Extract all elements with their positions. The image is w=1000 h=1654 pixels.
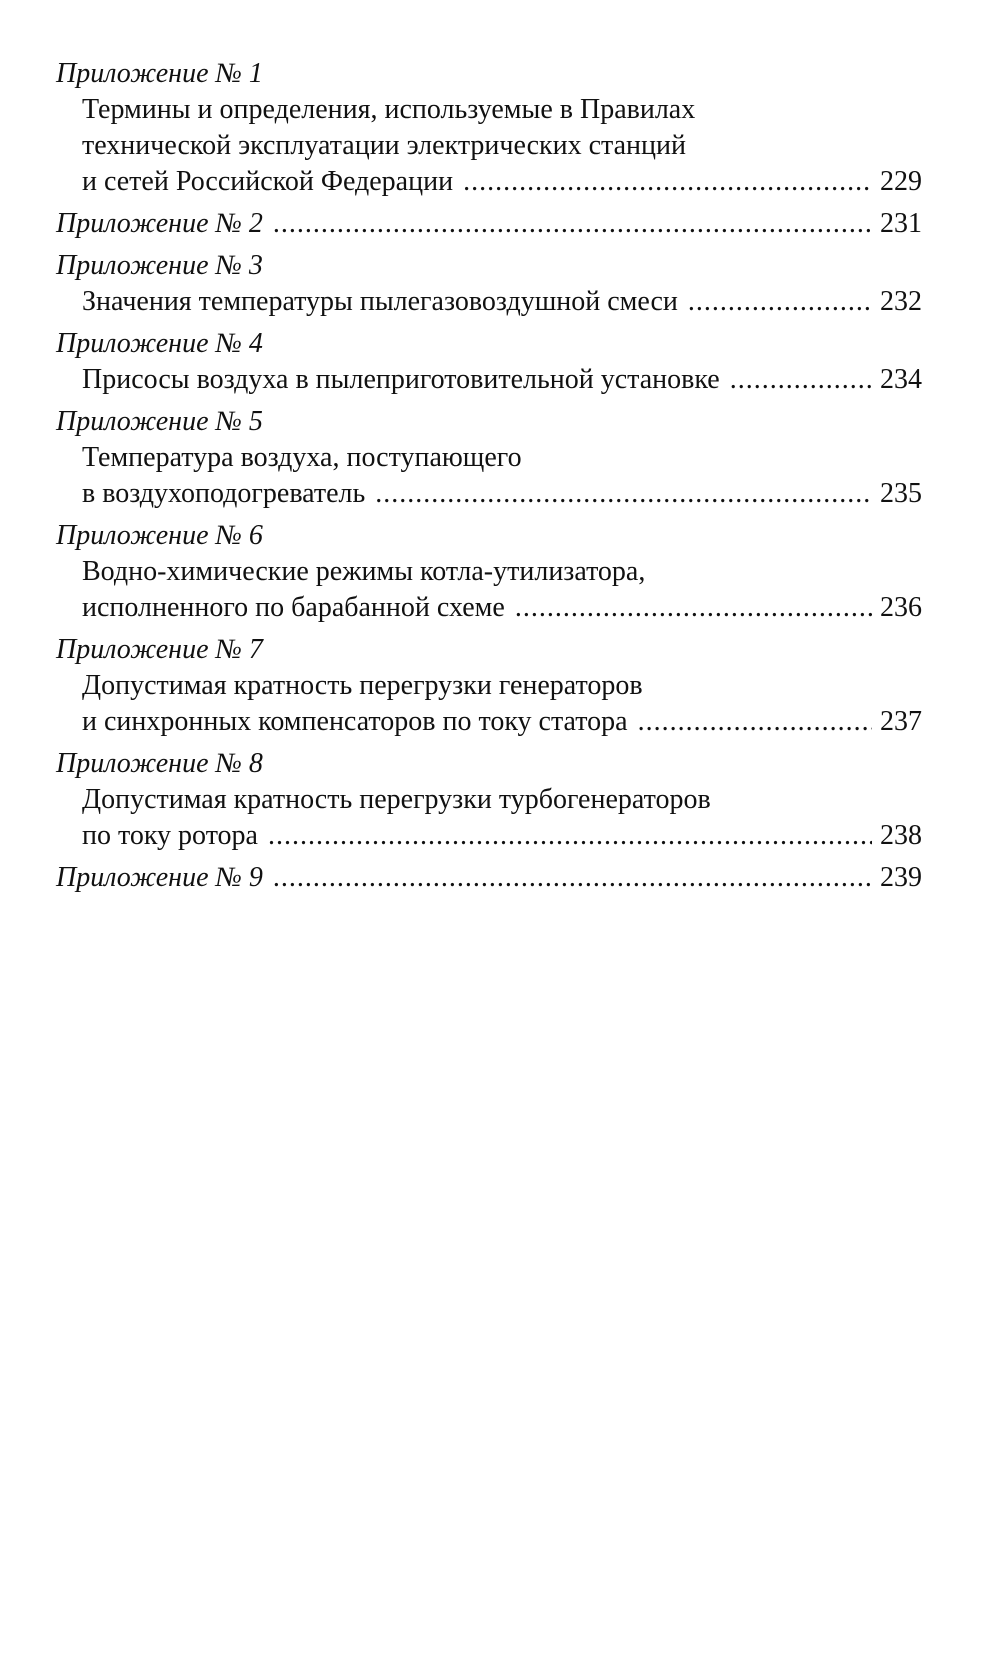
- dot-leader: [273, 860, 872, 896]
- appendix-heading: Приложение № 2: [56, 208, 263, 239]
- description-line: по току ротора: [82, 820, 258, 851]
- appendix-description: [56, 782, 922, 854]
- appendix-description: [56, 668, 922, 740]
- appendix-description: [56, 92, 922, 200]
- appendix-description: [56, 284, 922, 320]
- page-number: 237: [880, 706, 922, 737]
- description-line: технической эксплуатации электрических станций: [82, 130, 686, 161]
- dot-leader: [463, 164, 872, 200]
- toc-entry-appendix-1: [56, 56, 922, 200]
- toc-leader-line: [82, 476, 922, 512]
- toc-leader-line: [82, 590, 922, 626]
- toc-entry-appendix-9: [56, 860, 922, 896]
- description-line: Температура воздуха, поступающего: [82, 442, 522, 473]
- toc-entry-appendix-5: [56, 404, 922, 512]
- appendix-description: [56, 440, 922, 512]
- page-number: 229: [880, 166, 922, 197]
- appendix-heading: Приложение № 8: [56, 748, 263, 779]
- description-line: и синхронных компенсаторов по току статора: [82, 706, 628, 737]
- toc-leader-line: [82, 362, 922, 398]
- dot-leader: [375, 476, 872, 512]
- dot-leader: [730, 362, 872, 398]
- appendix-heading: Приложение № 1: [56, 58, 263, 89]
- page-number: 236: [880, 592, 922, 623]
- toc-entry-appendix-2: [56, 206, 922, 242]
- toc-entry-appendix-4: [56, 326, 922, 398]
- appendix-description: [56, 554, 922, 626]
- dot-leader: [638, 704, 872, 740]
- page-number: 238: [880, 820, 922, 851]
- appendix-heading: Приложение № 9: [56, 862, 263, 893]
- appendix-heading: Приложение № 6: [56, 520, 263, 551]
- dot-leader: [273, 206, 872, 242]
- toc-entry-appendix-7: [56, 632, 922, 740]
- description-line: Допустимая кратность перегрузки турбогенераторов: [82, 784, 711, 815]
- appendix-heading: Приложение № 3: [56, 250, 263, 281]
- table-of-contents: [56, 56, 922, 902]
- appendix-heading: Приложение № 7: [56, 634, 263, 665]
- toc-entry-appendix-3: [56, 248, 922, 320]
- appendix-heading: Приложение № 4: [56, 328, 263, 359]
- page-number: 232: [880, 286, 922, 317]
- page-number: 239: [880, 862, 922, 893]
- toc-leader-line: [82, 164, 922, 200]
- page-number: 231: [880, 208, 922, 239]
- page-number: 234: [880, 364, 922, 395]
- toc-leader-line: [56, 206, 922, 242]
- dot-leader: [688, 284, 872, 320]
- toc-entry-appendix-8: [56, 746, 922, 854]
- description-line: Термины и определения, используемые в Правилах: [82, 94, 696, 125]
- description-line: Значения температуры пылегазовоздушной смеси: [82, 286, 678, 317]
- description-line: Допустимая кратность перегрузки генераторов: [82, 670, 643, 701]
- description-line: исполненного по барабанной схеме: [82, 592, 505, 623]
- toc-leader-line: [82, 818, 922, 854]
- description-line: Присосы воздуха в пылеприготовительной установке: [82, 364, 720, 395]
- appendix-description: [56, 362, 922, 398]
- toc-leader-line: [56, 860, 922, 896]
- page-number: 235: [880, 478, 922, 509]
- toc-entry-appendix-6: [56, 518, 922, 626]
- appendix-heading: Приложение № 5: [56, 406, 263, 437]
- dot-leader: [515, 590, 872, 626]
- toc-leader-line: [82, 704, 922, 740]
- description-line: Водно-химические режимы котла-утилизатора,: [82, 556, 646, 587]
- dot-leader: [268, 818, 872, 854]
- description-line: в воздухоподогреватель: [82, 478, 366, 509]
- description-line: и сетей Российской Федерации: [82, 166, 454, 197]
- toc-leader-line: [82, 284, 922, 320]
